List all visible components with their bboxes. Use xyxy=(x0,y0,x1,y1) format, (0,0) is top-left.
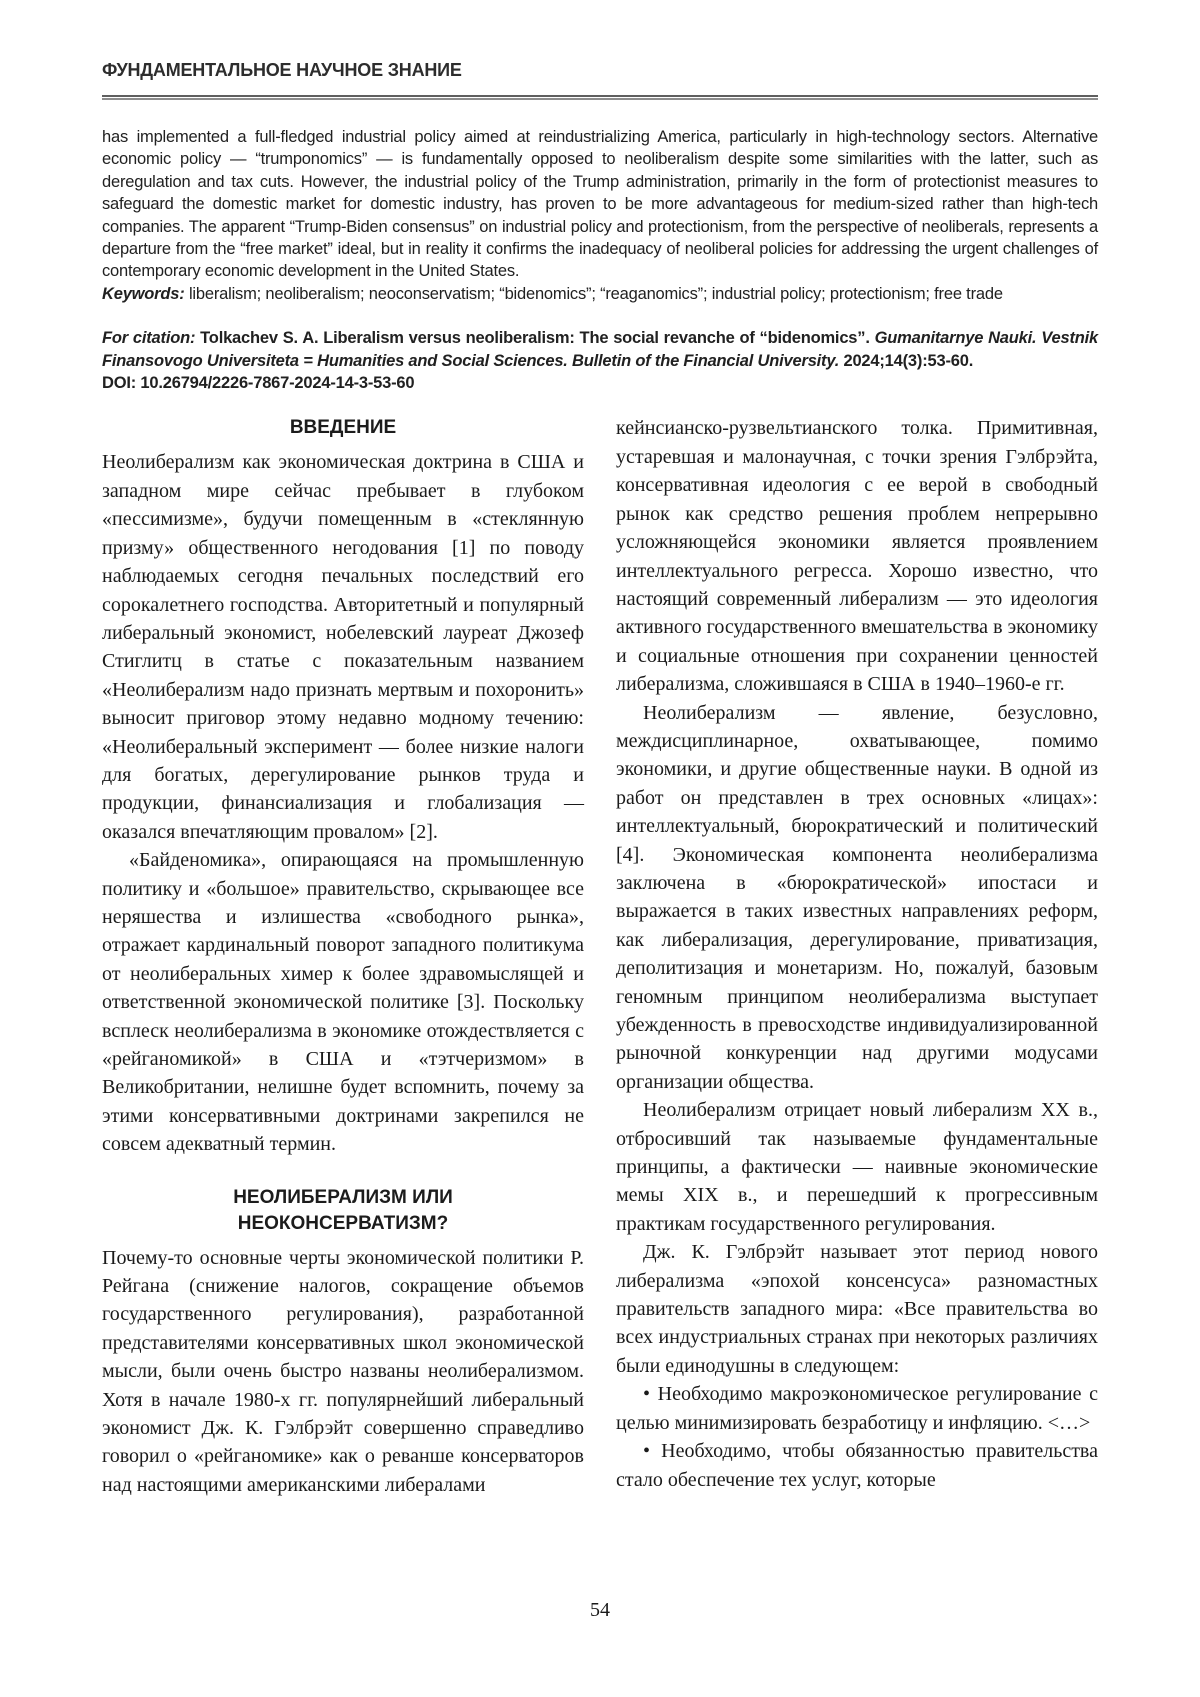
body-paragraph: Почему-то основные черты экономической политики Р. Рейгана (снижение налогов, сокращение объемов государственного регулирования), разработанной представителями консервативных школ экономической мысли, были очень быстро названы неолиберализмом. Хотя в начале 1980-х гг. популярнейший либеральный экономист Дж. К. Гэлбрэйт совершенно справедливо говорил о «рейганомике» как о реванше консерваторов над настоящими американскими либералами xyxy=(102,1246,584,1496)
body-paragraph: Неолиберализм — явление, безусловно, междисциплинарное, охватывающее, помимо экономики, и другие общественные науки. В одной из работ он представлен в трех основных «лицах»: интеллектуальный, бюрократический и политический [4]. Экономическая компонента неолиберализма заключена в «бюрократической» ипостаси и выражается в таких известных направлениях реформ, как либерализация, дерегулирование, приватизация, деполитизация и монетаризм. Но, пожалуй, базовым геномным принципом неолиберализма выступает убежденность в превосходстве индивидуализированной рыночной конкуренции над другими модусами организации общества. xyxy=(616,701,1098,1093)
section-heading: НЕОЛИБЕРАЛИЗМ ИЛИ НЕОКОНСЕРВАТИЗМ? xyxy=(233,1186,453,1234)
section-heading: ВВЕДЕНИЕ xyxy=(289,417,397,439)
abstract-body: has implemented a full-fledged industrial policy aimed at reindustrializing America, particularly in high-technology sectors. Alternative economic policy — “trumponomics” — is fundamentally opposed to neoliberalism despite some similarities with the latter, such as deregulation and tax cuts. However, the industrial policy of the Trump administration, primarily in the form of protectionist measures to safeguard the domestic market for domestic industry, has proven to be more advantageous for medium-sized rather than high-tech companies. The apparent “Trump-Biden consensus” on industrial policy and protectionism, from the perspective of neoliberals, represents a departure from the “free market” ideal, but in reality it confirms the inadequacy of neoliberal policies for addressing the urgent challenges of contemporary economic development in the United States. xyxy=(102,128,1098,281)
abstract-text xyxy=(102,126,1098,283)
body-paragraph: кейнсианско-рузвельтианского толка. Примитивная, устаревшая и малонаучная, с точки зрения Гэлбрэйта, консервативная идеология с ее верой в свободный рынок как средство решения проблем непрерывно усложняющейся экономики является проявлением интеллектуального регресса. Хорошо известно, что настоящий современный либерализм — это идеология активного государственного вмешательства в экономику и социальные отношения при сохранении ценностей либерализма, сложившаяся в США в 1940–1960-е гг. xyxy=(616,417,1098,696)
citation-label: For citation: xyxy=(102,329,196,348)
body-paragraph: • Необходимо макроэкономическое регулирование с целью минимизировать безработицу и инфляцию. <…> xyxy=(616,1383,1098,1434)
body-paragraph: Неолиберализм как экономическая доктрина в США и западном мире сейчас пребывает в глубоком «пессимизме», будучи помещенным в «стеклянную призму» общественного негодования [1] по поводу наблюдаемых сегодня печальных последствий его сорокалетнего господства. Авторитетный и популярный либеральный экономист, нобелевский лауреат Джозеф Стиглитц в статье с показательным названием «Неолиберализм надо признать мертвым и похоронить» выносит приговор этому недавно модному течению: «Неолиберальный эксперимент — более низкие налоги для богатых, дерегулирование рынков труда и продукции, финансиализация и глобализация — оказался впечатляющим провалом» [2]. xyxy=(102,451,584,843)
header-rule xyxy=(102,95,1098,100)
citation-journal: Gumanitarnye Nauki. Vestnik Finansovogo Universiteta = Humanities and Social Sciences. Bulletin of the Financial University. xyxy=(102,329,1098,370)
citation-main: Tolkachev S. A. Liberalism versus neoliberalism: The social revanche of “bidenomics”. xyxy=(195,329,875,348)
body-paragraph: Дж. К. Гэлбрэйт называет этот период нового либерализма «эпохой консенсуса» разномастных правительств западного мира: «Все правительства во всех индустриальных странах при некоторых различиях были единодушны в следующем: xyxy=(616,1241,1098,1377)
keywords-label: Keywords: xyxy=(102,284,185,303)
left-column xyxy=(102,414,584,1499)
body-paragraph: Неолиберализм отрицает новый либерализм XX в., отбросивший так называемые фундаментальные принципы, а фактически — наивные экономические мемы XIX в., и перешедший к прогрессивным практикам государственного регулирования. xyxy=(616,1099,1098,1235)
citation-issue: 2024;14(3):53-60. xyxy=(843,351,974,370)
keywords-line xyxy=(102,283,1098,305)
abstract-block xyxy=(102,126,1098,305)
citation-block xyxy=(102,327,1098,394)
citation-doi: DOI: 10.26794/2226-7867-2024-14-3-53-60 xyxy=(102,374,415,393)
body-paragraph: «Байденомика», опирающаяся на промышленную политику и «большое» правительство, скрывающее все неряшества и излишества «свободного рынка», отражает кардинальный поворот западного политикума от неолиберальных химер к более здравомыслящей и ответственной экономической политике [3]. Поскольку всплеск неолиберализма в экономике отождествляется с «рейганомикой» в США и «тэтчеризмом» в Великобритании, нелишне будет вспомнить, почему за этими консервативными доктринами закрепился не совсем адекватный термин. xyxy=(102,849,584,1156)
citation-text xyxy=(102,327,1098,372)
right-column xyxy=(616,414,1098,1499)
keywords-list: liberalism; neoliberalism; neoconservatism; “bidenomics”; “reaganomics”; industrial policy; protectionism; free trade xyxy=(184,284,1003,303)
article-body xyxy=(102,414,1098,1499)
page-number: 54 xyxy=(590,1599,610,1621)
body-paragraph: • Необходимо, чтобы обязанностью правительства стало обеспечение тех услуг, которые xyxy=(616,1440,1098,1491)
journal-section-header: ФУНДАМЕНТАЛЬНОЕ НАУЧНОЕ ЗНАНИЕ xyxy=(102,60,462,80)
